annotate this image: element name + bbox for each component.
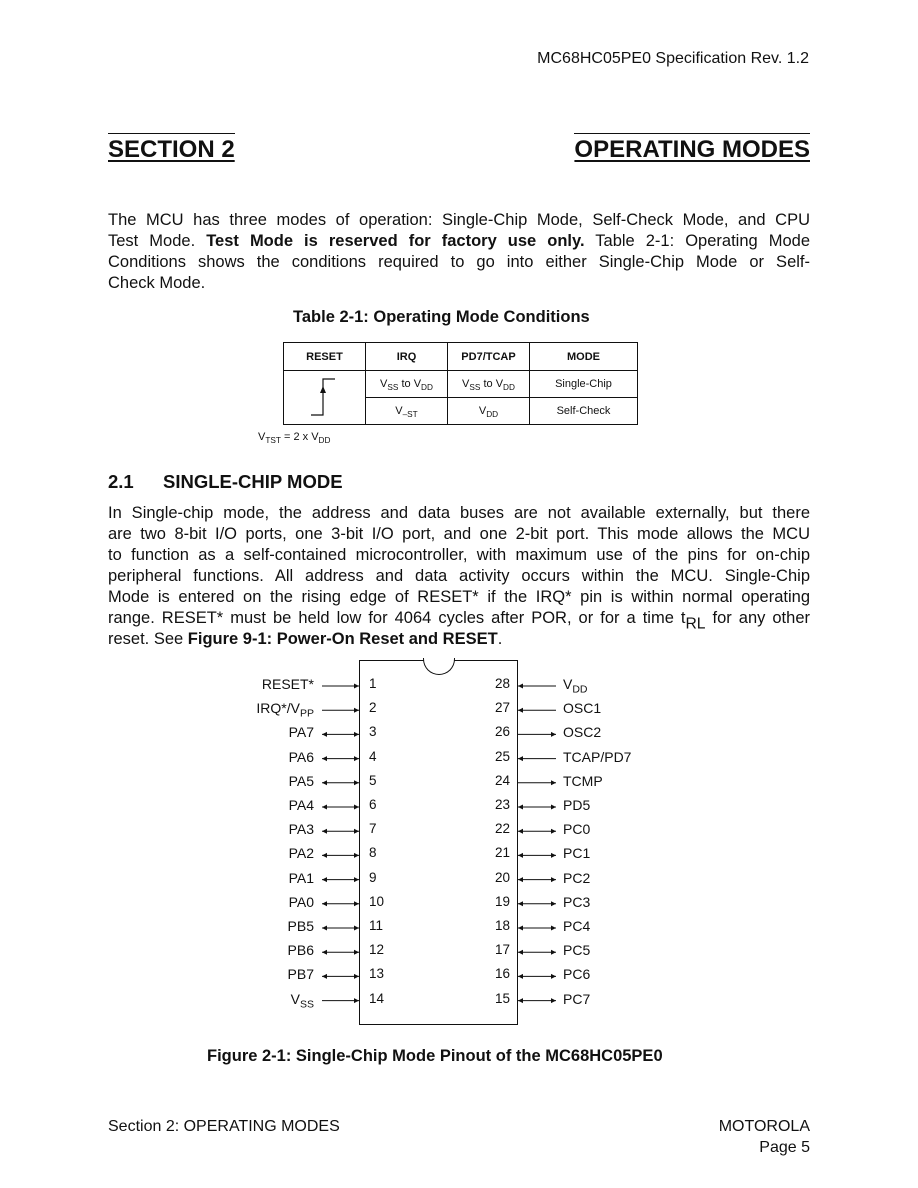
pin-arrow-in: [518, 829, 523, 834]
pin-number-right: 23: [494, 797, 510, 812]
intro-bold-note: Test Mode is reserved for factory use only.: [206, 232, 585, 250]
pin-arrow-out: [551, 805, 556, 810]
table-footnote: $V_{TST} = 2$ x $V_{DD}$: [258, 431, 331, 445]
pin-label-right: OSC1: [563, 700, 602, 717]
pin-number-right: 21: [494, 845, 510, 861]
pin-label-left: PA6: [288, 748, 314, 765]
pin-arrow-out: [551, 974, 556, 979]
pin-arrow-in: [518, 684, 523, 689]
pin-number-left: 7: [369, 821, 377, 837]
body-line-3: to function as a self-contained microcontroller, with maximum use of the pins for on-chip: [108, 546, 810, 564]
pin-arrow-in: [354, 901, 359, 906]
pin-number-left: 11: [369, 918, 384, 933]
pin-arrow-in: [518, 756, 523, 761]
pin-label-right: PC0: [563, 821, 591, 838]
pin-number-left: 3: [369, 724, 377, 740]
body-line-1: In Single-chip mode, the address and data buses are not available externally, but there: [108, 504, 810, 522]
pin-arrow-out: [322, 732, 327, 737]
table-cell-irq-1: $V_{SS}$ to $V_{DD}$: [366, 371, 448, 398]
pin-arrow-out: [551, 780, 556, 785]
pin-label-right: PD5: [563, 797, 591, 813]
pin-arrow-in: [354, 853, 359, 858]
pin-label-left: PA0: [288, 893, 314, 910]
intro-line-3: Conditions shows the conditions required to go into either Single-Chip Mode or Self-: [108, 253, 810, 271]
intro-line-2: Test Mode. Test Mode is reserved for factory use only. Table 2-1: Operating Mode: [108, 232, 810, 250]
pin-number-left: 1: [369, 676, 377, 691]
table-header-irq: IRQ: [366, 343, 448, 371]
footer-section-label: Section 2: OPERATING MODES: [108, 1118, 340, 1135]
body-line-2: are two 8-bit I/O ports, one 3-bit I/O port, and one 2-bit port. This mode allows the MCU: [108, 525, 810, 543]
pin-number-right: 20: [494, 869, 510, 885]
pin-label-right: PC6: [563, 966, 591, 983]
intro-line-4: Check Mode.: [108, 274, 206, 292]
pin-label-right: PC4: [563, 918, 591, 934]
pin-arrow-out: [551, 829, 556, 834]
pin-number-right: 17: [494, 942, 510, 958]
footer-brand: MOTOROLA: [718, 1118, 810, 1135]
pin-label-left: PA1: [288, 869, 314, 886]
pin-number-right: 28: [494, 676, 510, 691]
pin-number-right: 15: [494, 990, 510, 1006]
pin-label-left: PA7: [288, 724, 314, 741]
pin-arrow-out: [322, 950, 327, 955]
table-cell-pd7-1: $V_{SS}$ to $V_{DD}$: [448, 371, 530, 398]
pin-arrow-out: [322, 780, 327, 785]
pin-arrow-out: [551, 901, 556, 906]
pin-number-left: 14: [369, 990, 385, 1006]
footer-page-number: Page 5: [759, 1139, 810, 1156]
pin-label-left: $V_{SS}$: [290, 990, 314, 1011]
pin-arrow-out: [551, 877, 556, 882]
pin-arrow-in: [518, 877, 523, 882]
pin-arrow-in: [518, 708, 523, 713]
pin-label-right: PC2: [563, 869, 591, 886]
pin-label-left: PA5: [288, 772, 314, 789]
pin-label-right: $V_{DD}$: [563, 676, 588, 696]
pin-arrow-in: [354, 684, 359, 689]
table-header-mode: MODE: [530, 343, 638, 371]
intro-line-1: The MCU has three modes of operation: Single-Chip Mode, Self-Check Mode, and CPU: [108, 211, 810, 229]
pin-number-right: 24: [494, 772, 510, 788]
pin-label-left: $IRQ*/V_{PP}$: [256, 700, 314, 720]
pin-arrow-out: [551, 998, 556, 1003]
pin-arrow-in: [354, 926, 359, 931]
pin-number-left: 8: [369, 845, 377, 861]
body-line-6: range. RESET* must be held low for 4064 cycles after POR, or for a time $t_{RL}$ for any other: [108, 609, 810, 633]
pin-arrow-in: [354, 950, 359, 955]
pin-arrow-in: [518, 926, 523, 931]
table-cell-mode-2: Self-Check: [530, 398, 638, 425]
pin-label-right: PC3: [563, 893, 591, 910]
pin-number-right: 18: [494, 918, 510, 933]
figure-caption: Figure 2-1: Single-Chip Mode Pinout of the MC68HC05PE0: [207, 1047, 663, 1065]
pin-arrow-out: [551, 853, 556, 858]
pin-arrow-out: [551, 926, 556, 931]
pin-arrow-in: [354, 708, 359, 713]
body-line-5: Mode is entered on the rising edge of RESET* if the IRQ* pin is within normal operating: [108, 588, 810, 606]
pin-arrow-out: [322, 926, 327, 931]
body-line-7: reset. See Figure 9-1: Power-On Reset and RESET.: [108, 630, 503, 648]
pin-number-left: 13: [369, 966, 385, 982]
pin-arrow-out: [551, 950, 556, 955]
table-caption: Table 2-1: Operating Mode Conditions: [293, 308, 590, 326]
pin-number-left: 5: [369, 772, 377, 788]
pin-arrow-in: [354, 805, 359, 810]
pin-label-left: PB7: [287, 966, 314, 983]
pin-arrow-out: [322, 829, 327, 834]
pin-label-right: PC7: [563, 990, 591, 1007]
pin-arrow-in: [518, 901, 523, 906]
figure-reference: Figure 9-1: Power-On Reset and RESET: [187, 630, 498, 648]
pin-arrow-in: [354, 756, 359, 761]
pin-number-left: 4: [369, 748, 377, 764]
pin-label-right: PC5: [563, 942, 591, 959]
pin-arrow-out: [322, 756, 327, 761]
table-header-pd7-tcap: PD7/TCAP: [448, 343, 530, 371]
pin-arrow-in: [518, 853, 523, 858]
pin-number-right: 19: [494, 893, 510, 909]
pin-number-left: 10: [369, 893, 385, 909]
pin-arrow-in: [354, 998, 359, 1003]
table-cell-pd7-2: $V_{DD}$: [448, 398, 530, 425]
body-line-4: peripheral functions. All address and data activity occurs within the MCU. Single-Chip: [108, 567, 810, 585]
pin-label-left: PA4: [288, 797, 314, 813]
pin-label-right: TCMP: [563, 772, 603, 789]
pin-number-right: 22: [494, 821, 510, 837]
pin-arrow-in: [354, 974, 359, 979]
pin-arrow-in: [354, 732, 359, 737]
table-cell-mode-1: Single-Chip: [530, 371, 638, 398]
document-header-title: MC68HC05PE0 Specification Rev. 1.2: [537, 50, 809, 67]
pin-arrow-in: [518, 950, 523, 955]
pin-label-right: TCAP/PD7: [563, 748, 632, 765]
pin-label-right: PC1: [563, 845, 591, 862]
pin-arrow-in: [354, 780, 359, 785]
pin-label-left: PB6: [287, 942, 314, 959]
pin-arrow-in: [518, 974, 523, 979]
pin-arrow-out: [322, 901, 327, 906]
pin-arrow-in: [518, 805, 523, 810]
pin-number-right: 16: [494, 966, 510, 982]
pin-arrow-in: [354, 829, 359, 834]
pin-number-left: 12: [369, 942, 385, 958]
table-header-reset: RESET: [284, 343, 366, 371]
pin-label-left: PA2: [288, 845, 314, 862]
pin-number-right: 27: [494, 700, 510, 716]
pin-arrow-out: [322, 853, 327, 858]
table-cell-irq-2: $V_{-ST}$: [366, 398, 448, 425]
section-title: OPERATING MODES: [574, 133, 810, 164]
pin-arrow-out: [322, 974, 327, 979]
pin-arrow-in: [518, 998, 523, 1003]
pin-arrow-in: [354, 877, 359, 882]
pin-arrow-out: [322, 877, 327, 882]
pin-arrow-out: [322, 805, 327, 810]
pin-label-left: RESET*: [261, 676, 314, 692]
pin-number-right: 25: [494, 748, 510, 764]
section-number: SECTION 2: [108, 133, 235, 164]
pin-number-left: 9: [369, 869, 377, 885]
pin-number-left: 6: [369, 797, 377, 812]
subsection-number: 2.1: [108, 471, 134, 492]
subsection-title: SINGLE-CHIP MODE: [163, 471, 343, 492]
pin-arrow-out: [551, 732, 556, 737]
pin-label-left: PB5: [287, 918, 314, 934]
pin-label-right: OSC2: [563, 724, 602, 741]
pin-number-left: 2: [369, 700, 377, 716]
pin-label-left: PA3: [288, 821, 314, 838]
pin-number-right: 26: [494, 724, 510, 740]
